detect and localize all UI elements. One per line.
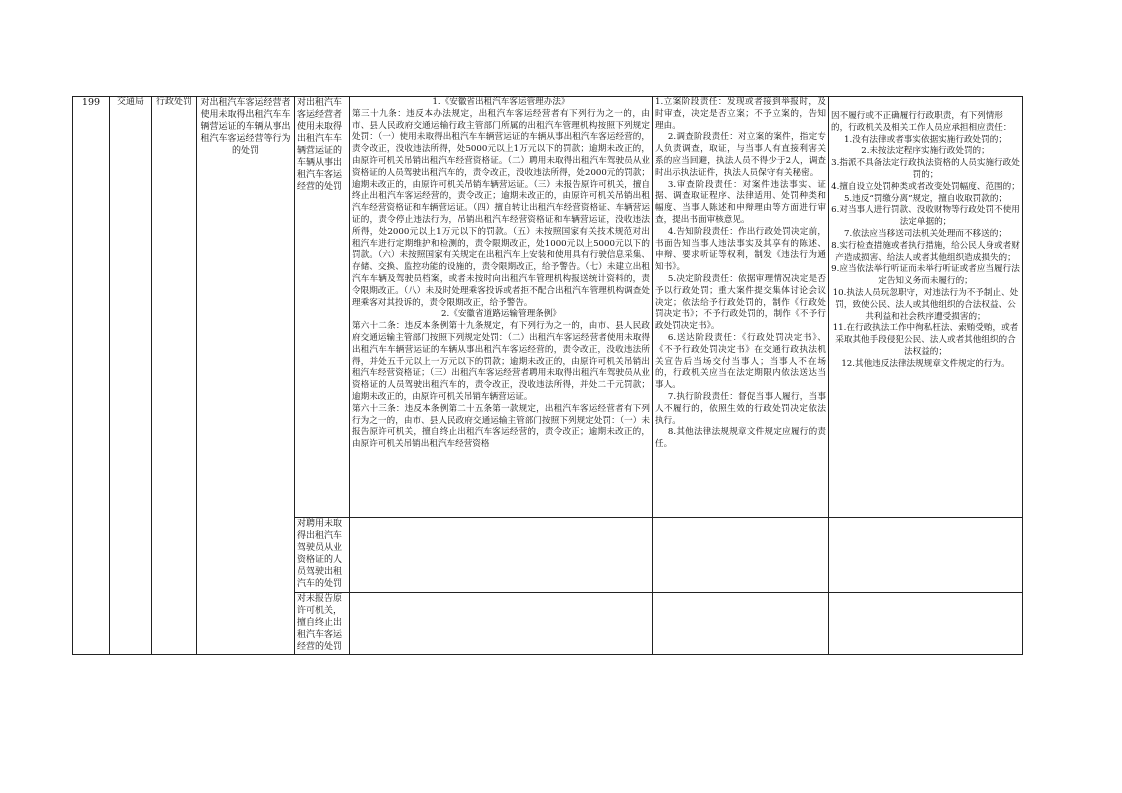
responsibility-item: 6.送达阶段责任：《行政处罚决定书》、《不予行政处罚决定书》在交通行政执法机关宣告后当场交付当事人；当事人不在场的，行政机关应当在法定期限内依法送达当事人。 xyxy=(655,332,826,391)
empty-cell xyxy=(653,518,829,593)
accountability-item: 1.没有法律或者事实依据实施行政处罚的； xyxy=(844,134,1007,145)
empty-cell xyxy=(350,518,653,593)
basis-heading: 2.《安徽省道路运输管理条例》 xyxy=(441,309,561,320)
accountability-item: 6.对当事人进行罚款、没收财物等行政处罚不使用法定单据的； xyxy=(831,205,1020,228)
responsibility-item: 1.立案阶段责任：发现或者接到举报时，及时审查，决定是否立案；不予立案的，告知理由。 xyxy=(655,97,826,131)
responsibility-item: 3.审查阶段责任：对案件违法事实、证据、调查取证程序、法律适用、处罚种类和幅度、当事人陈述和申辩理由等方面进行审查，提出书面审核意见。 xyxy=(655,179,826,225)
empty-cell xyxy=(653,593,829,655)
empty-cell xyxy=(829,518,1023,593)
responsibility-item: 5.决定阶段责任：依据审理情况决定是否予以行政处罚；重大案件提交集体讨论会议决定；依法给予行政处罚的，制作《行政处罚决定书》；不予行政处罚的，制作《不予行政处罚决定书》。 xyxy=(655,273,826,332)
accountability-item: 3.指派不具备法定行政执法资格的人员实施行政处罚的； xyxy=(831,158,1020,180)
responsibility-cell xyxy=(653,97,829,518)
basis-article: 第三十九条：违反本办法规定，出租汽车客运经营者有下列行为之一的，由市、县人民政府交通运输行政主管部门所属的出租汽车管理机构按照下列规定处罚：（一）使用未取得出租汽车车辆营运证的车辆从事出租汽车客运经营的，责令改正，没收违法所得，处5000元以上1万元以下的罚款；逾期未改正的，由原许可机关吊销出租汽车经营资格证。（二）聘用未取得出租汽车驾驶员从业资格证的人员驾驶出租汽车的，责令改正，没收违法所得，处2000元的罚款；逾期未改正的，由原许可机关吊销车辆营运证。（三）未报告原许可机关，擅自终止出租汽车客运经营的，责令改正；逾期未改正的，由原许可机关吊销出租汽车经营资格证和车辆营运证。（四）擅自转让出租汽车经营资格证、车辆营运证的，责令停止违法行为，吊销出租汽车经营资格证和车辆营运证，没收违法所得，处2000元以上1万元以下的罚款。（五）未按照国家有关技术规范对出租汽车进行定期维护和检测的，责令限期改正，处1000元以上5000元以下的罚款。（六）未按照国家有关规定在出租汽车上安装和使用具有行驶信息采集、存储、交换、监控功能的设施的，责令限期改正，给予警告。（七）未建立出租汽车车辆及驾驶员档案，或者未按时向出租汽车管理机构报送统计资料的，责令限期改正。（八）未及时处理乘客投诉或者拒不配合出租汽车管理机构调查处理乘客对其投诉的，责令限期改正，给予警告。 xyxy=(352,108,650,308)
accountability-item: 4.擅自设立处罚种类或者改变处罚幅度、范围的； xyxy=(831,181,1020,192)
sub-item-3: 对未报告原许可机关，擅自终止出租汽车客运经营的处罚 xyxy=(295,593,350,655)
accountability-item: 7.依法应当移送司法机关处理而不移送的； xyxy=(844,228,1007,239)
accountability-item: 2.未按法定程序实施行政处罚的； xyxy=(861,146,990,157)
item-name-cell: 对出租汽车客运经营者使用未取得出租汽车车辆营运证的车辆从事出租汽车客运经营等行为的处罚 xyxy=(197,97,295,655)
basis-article: 第六十三条：违反本条例第二十五条第一款规定，出租汽车客运经营者有下列行为之一的，由市、县人民政府交通运输主管部门按照下列规定处罚：（一）未报告原许可机关，擅自终止出租汽车客运经营的，责令改正；逾期未改正的，由原许可机关吊销出租汽车经营资格 xyxy=(352,403,650,450)
legal-basis-cell xyxy=(350,97,653,518)
accountability-item: 9.应当依法举行听证而未举行听证或者应当履行法定告知义务而未履行的； xyxy=(831,264,1020,287)
empty-cell xyxy=(829,593,1023,655)
sub-item-2: 对聘用未取得出租汽车驾驶员从业资格证的人员驾驶出租汽车的处罚 xyxy=(295,518,350,593)
responsibility-item: 4.告知阶段责任：作出行政处罚决定前，书面告知当事人违法事实及其享有的陈述、申辩、要求听证等权利，制发《违法行为通知书》。 xyxy=(655,226,826,273)
accountability-item: 10.执法人员玩忽职守，对违法行为不予制止、处罚，致使公民、法人或其他组织的合法权益、公共利益和社会秩序遭受损害的； xyxy=(832,287,1019,322)
department-cell: 交通局 xyxy=(110,97,152,655)
accountability-cell xyxy=(829,97,1023,518)
responsibility-item: 8.其他法律法规规章文件规定应履行的责任。 xyxy=(655,427,826,450)
accountability-item: 5.违反“罚缴分离”规定，擅自收取罚款的； xyxy=(843,193,1008,204)
sub-item-1: 对出租汽车客运经营者使用未取得出租汽车车辆营运证的车辆从事出租汽车客运经营的处罚 xyxy=(295,97,350,518)
accountability-item: 11.在行政执法工作中徇私枉法、索贿受贿，或者采取其他手段侵犯公民、法人或者其他组织的合法权益的； xyxy=(832,323,1019,357)
responsibility-item: 7.执行阶段责任：督促当事人履行，当事人不履行的，依照生效的行政处罚决定依法执行。 xyxy=(655,391,826,426)
row-number: 199 xyxy=(73,97,110,655)
accountability-intro: 因不履行或不正确履行行政职责，有下列情形的，行政机关及相关工作人员应承担相应责任： xyxy=(831,111,1012,133)
responsibility-item: 2.调查阶段责任：对立案的案件，指定专人负责调查，取证，与当事人有直接利害关系的应当回避，执法人员不得少于2人，调查时出示执法证件，执法人员保守有关秘密。 xyxy=(655,132,826,178)
empty-cell xyxy=(350,593,653,655)
power-list-table xyxy=(72,96,1023,655)
basis-article: 第六十二条：违反本条例第十九条规定，有下列行为之一的，由市、县人民政府交通运输主管部门按照下列规定处罚：（二）出租汽车客运经营者使用未取得出租汽车车辆营运证的车辆从事出租汽车客运经营的，责令改正，没收违法所得，并处五千元以上一万元以下的罚款；逾期未改正的，由原许可机关吊销出租汽车经营资格证；（三）出租汽车客运经营者聘用未取得出租汽车驾驶员从业资格证的人员驾驶出租汽车的，责令改正，没收违法所得，并处二千元罚款；逾期未改正的，由原许可机关吊销车辆营运证。 xyxy=(352,321,650,402)
basis-heading: 1.《安徽省出租汽车客运管理办法》 xyxy=(432,97,570,107)
accountability-item: 12.其他违反法律法规规章文件规定的行为。 xyxy=(841,358,1010,369)
accountability-item: 8.实行检查措施或者执行措施，给公民人身或者财产造成损害、给法人或者其他组织造成损失的； xyxy=(831,240,1020,263)
power-type-cell: 行政处罚 xyxy=(152,97,197,655)
